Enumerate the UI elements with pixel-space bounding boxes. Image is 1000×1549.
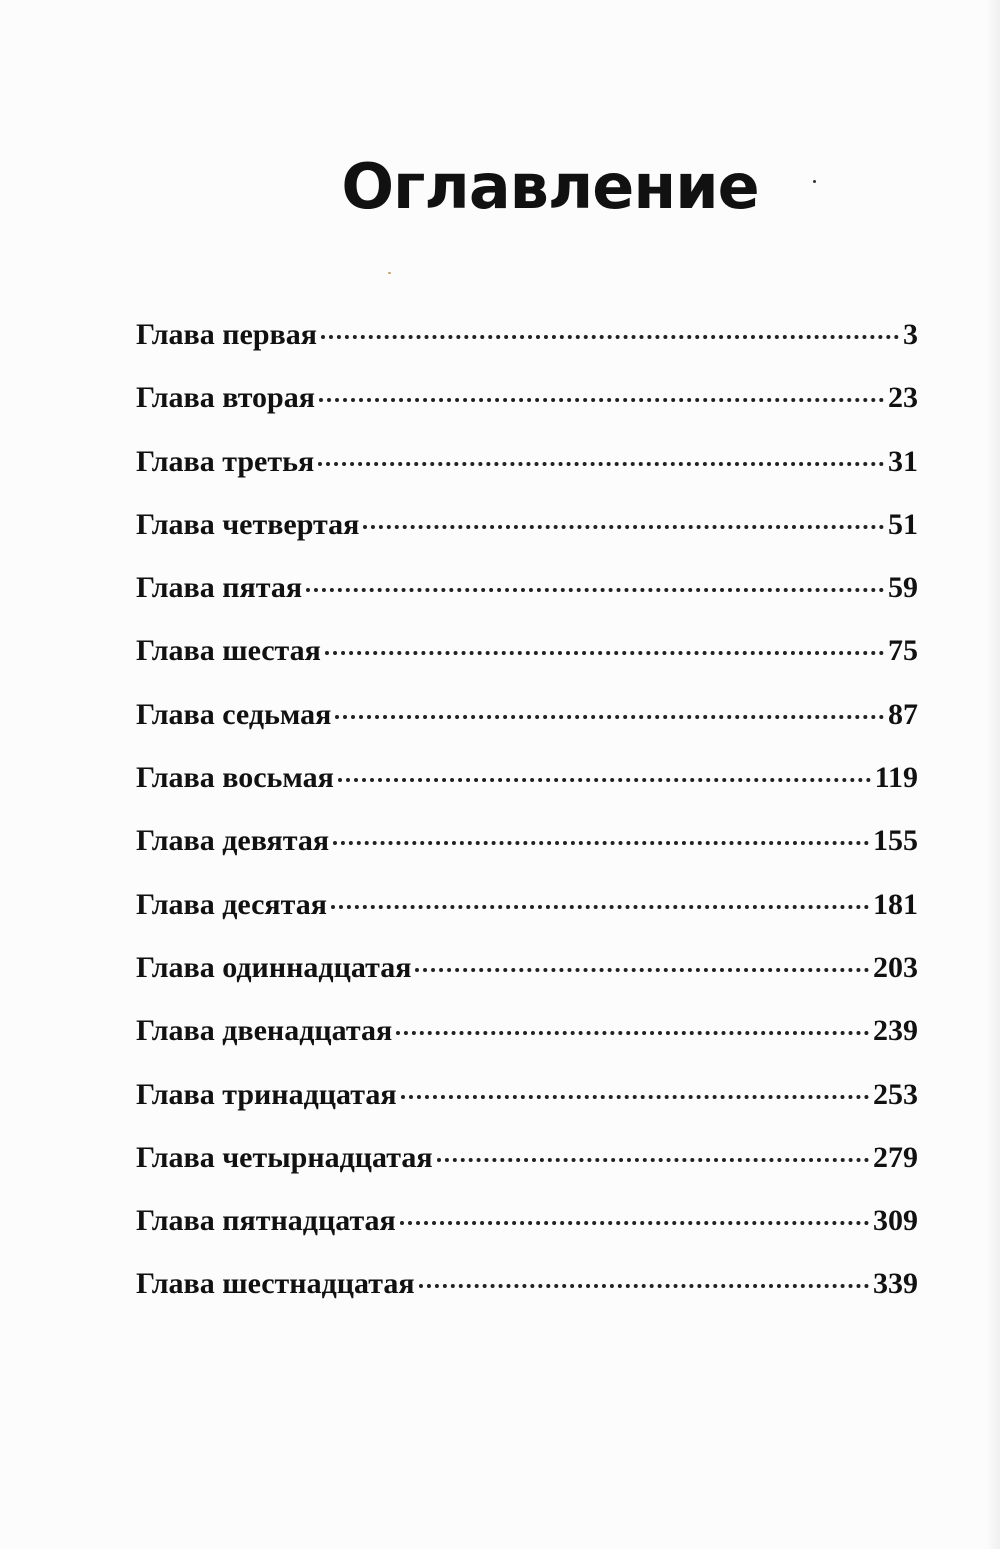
toc-entry [136,1078,918,1141]
table-of-contents [136,318,918,1331]
toc-entry-label: Глава третья [136,444,315,478]
toc-entry-label: Глава девятая [136,824,330,858]
toc-entry-label: Глава четвертая [136,507,360,541]
toc-dot-leader [396,1031,869,1035]
toc-entry-page-number: 155 [873,824,918,858]
toc-entry [136,761,918,824]
toc-entry-label: Глава восьмая [136,761,334,795]
toc-entry-label: Глава двенадцатая [136,1014,393,1048]
toc-entry [136,634,918,697]
toc-entry [136,951,918,1014]
toc-entry-label: Глава тринадцатая [136,1077,397,1111]
toc-entry-page-number: 309 [873,1204,918,1238]
toc-entry-label: Глава седьмая [136,697,332,731]
page-edge-shadow [986,0,1000,1549]
toc-entry-page-number: 253 [873,1077,918,1111]
toc-entry [136,824,918,887]
toc-entry-label: Глава первая [136,318,317,351]
toc-dot-leader [335,715,884,719]
toc-dot-leader [401,1095,869,1099]
toc-entry [136,318,918,381]
toc-dot-leader [333,841,869,845]
toc-entry-page-number: 3 [903,318,918,351]
toc-dot-leader [400,1221,869,1225]
toc-entry-label: Глава вторая [136,381,315,415]
toc-entry-page-number: 31 [888,444,918,478]
toc-entry [136,888,918,951]
toc-entry-label: Глава пятая [136,571,303,605]
toc-dot-leader [415,968,869,972]
toc-dot-leader [321,335,899,339]
toc-dot-leader [331,905,869,909]
toc-entry-label: Глава пятнадцатая [136,1204,396,1238]
toc-entry-page-number: 51 [888,507,918,541]
toc-entry [136,445,918,508]
toc-entry [136,1141,918,1204]
toc-entry-label: Глава четырнадцатая [136,1140,433,1174]
toc-dot-leader [419,1284,869,1288]
toc-dot-leader [437,1158,869,1162]
toc-entry [136,1014,918,1077]
toc-entry-label: Глава одиннадцатая [136,950,412,984]
toc-entry [136,698,918,761]
toc-entry-label: Глава шестая [136,634,321,668]
toc-dot-leader [318,462,884,466]
toc-entry-page-number: 75 [888,634,918,668]
toc-entry [136,1204,918,1267]
toc-entry-page-number: 59 [888,571,918,605]
print-speck [388,272,391,274]
toc-entry-page-number: 339 [873,1267,918,1301]
toc-dot-leader [319,398,884,402]
toc-entry-page-number: 181 [873,887,918,921]
toc-entry-label: Глава десятая [136,887,327,921]
page-title: Оглавление [341,150,759,223]
toc-entry-page-number: 87 [888,697,918,731]
toc-entry [136,571,918,634]
toc-entry-page-number: 23 [888,381,918,415]
toc-dot-leader [338,778,871,782]
toc-entry [136,381,918,444]
toc-entry [136,1267,918,1330]
toc-entry [136,508,918,571]
toc-dot-leader [306,588,884,592]
toc-entry-label: Глава шестнадцатая [136,1267,415,1301]
toc-entry-page-number: 279 [873,1140,918,1174]
toc-entry-page-number: 119 [874,761,918,795]
toc-entry-page-number: 203 [873,950,918,984]
toc-dot-leader [363,525,884,529]
toc-dot-leader [325,651,884,655]
toc-entry-page-number: 239 [873,1014,918,1048]
